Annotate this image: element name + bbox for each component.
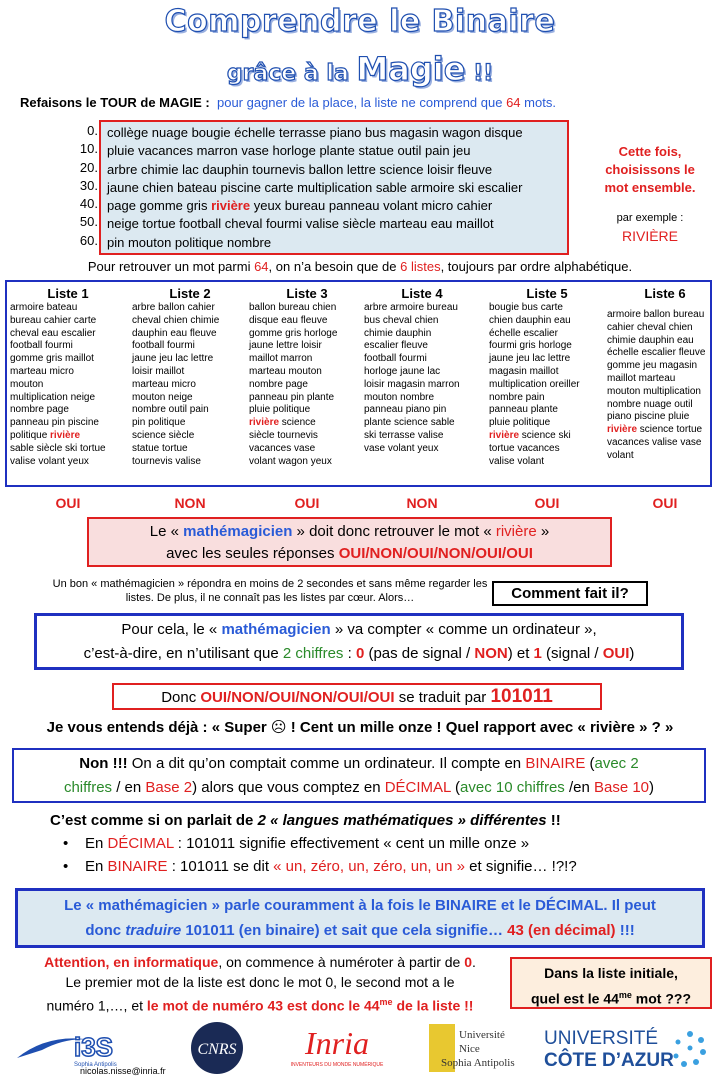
small-note: Un bon « mathémagicien » répondra en moins de 2 secondes et sans même regarder les listes. De plus, il ne connaît pas les listes par cœur. Alors… — [52, 578, 488, 604]
list-item: science siècle — [132, 429, 195, 441]
word-row — [107, 197, 561, 215]
att-line1 — [15, 952, 505, 972]
word-row-text: page gomme gris — [107, 198, 212, 214]
row-number: 0. — [87, 123, 98, 138]
page-subtitle — [0, 50, 720, 88]
list-item: piano piscine pluie — [607, 411, 690, 423]
box1-a: Le « — [149, 523, 184, 540]
box6-line2 — [512, 984, 710, 1010]
list-item: football fourmi — [132, 340, 195, 352]
list-item: football fourmi — [364, 353, 427, 365]
list-item-text: science tortue — [637, 424, 703, 436]
list-item: statue tortue — [132, 442, 188, 454]
list-2 — [132, 286, 248, 468]
langues-line — [50, 812, 561, 829]
list-item: gomme gris maillot — [10, 353, 94, 365]
donc-box — [112, 683, 602, 710]
cnrs-logo-text: CNRS — [197, 1041, 237, 1058]
box5-b: donc — [85, 922, 126, 939]
box6-b: quel est le 44 — [530, 990, 619, 1007]
list-item: chimie dauphin eau — [607, 334, 694, 346]
retro-a: Pour retrouver un mot parmi — [87, 259, 255, 274]
list-item: arbre ballon cahier — [132, 302, 215, 313]
inria-logo-text: Inria — [305, 1025, 369, 1061]
cnrs-logo — [187, 1020, 247, 1072]
word-row-text: pin mouton politique nombre — [107, 234, 272, 250]
box4-c: ( — [585, 755, 595, 772]
inria-logo-sub: INVENTEURS DU MONDE NUMÉRIQUE — [290, 1062, 384, 1068]
box4-non: Non !!! — [79, 755, 128, 772]
row-numbers — [62, 122, 98, 250]
list-item: mouton nombre — [364, 391, 435, 403]
list-title: Liste 6 — [644, 286, 686, 301]
intro-line — [20, 95, 556, 110]
box5-line2 — [18, 918, 702, 943]
list-item: valise volant — [489, 455, 545, 467]
box4-line1 — [14, 752, 704, 776]
bullet2-c: « un, zéro, un, zéro, un, un » — [273, 858, 465, 875]
att-line3 — [15, 992, 505, 1016]
list-5 — [489, 286, 605, 468]
box6-sup: me — [618, 990, 632, 1000]
list-6 — [607, 286, 720, 463]
box6-c: mot ??? — [631, 990, 692, 1007]
box3-number: 101011 — [490, 686, 553, 707]
bullet-decimal — [85, 835, 529, 852]
list-item: dauphin eau fleuve — [132, 327, 217, 339]
entends-line: Je vous entends déjà : « Super ☹ ! Cent un mille onze ! Quel rapport avec « rivière » ? » — [46, 719, 674, 736]
list-item — [249, 417, 365, 430]
word-row-text: arbre chimie lac dauphin tournevis ballon lettre science loisir fleuve — [107, 161, 493, 177]
list-item — [607, 424, 720, 437]
list-item: mouton — [10, 378, 44, 390]
i3s-logo — [12, 1020, 167, 1072]
att-g-sup: me — [379, 997, 393, 1007]
att-g: le mot de numéro 43 est donc le 44 — [146, 997, 380, 1014]
box1-line2 — [89, 543, 610, 565]
box1-d: avec les seules réponses — [166, 545, 339, 562]
att-c: 0 — [464, 954, 473, 970]
list-item: escalier fleuve — [364, 340, 428, 352]
compter-ordinateur-box — [34, 613, 684, 670]
list-item: chien dauphin eau — [489, 314, 571, 326]
subtitle-magie: Magie — [356, 50, 466, 88]
list-item: pin politique — [132, 417, 186, 429]
unice-logo-line3: Sophia Antipolis — [441, 1057, 515, 1069]
i3s-logo-sub: Sophia Antipolis — [74, 1062, 117, 1068]
langues-c: !! — [546, 812, 561, 829]
box2-g: ) et — [507, 645, 534, 662]
box4-decimal: DÉCIMAL — [384, 779, 451, 796]
box4-b: On a dit qu’on comptait comme un ordinateur. Il compte en — [127, 755, 526, 772]
row-number: 60. — [79, 232, 98, 248]
list-item: multiplication oreiller — [489, 378, 580, 390]
list-item: vase volant yeux — [364, 442, 439, 454]
box2-a: Pour cela, le « — [121, 621, 222, 638]
list-item: panneau pin plante — [249, 391, 335, 403]
box2-c: c’est-à-dire, en n’utilisant que — [83, 645, 283, 662]
list-item: marteau micro — [132, 378, 196, 390]
list-item: bureau cahier carte — [10, 314, 97, 326]
word-row — [107, 161, 561, 179]
box2-oui: OUI — [602, 645, 630, 662]
list-item: échelle escalier — [489, 327, 558, 339]
attention-text — [15, 952, 505, 1016]
list-item: panneau pin piscine — [10, 417, 99, 429]
side-line-2: choisissons le — [605, 162, 695, 177]
highlighted-word: rivière — [50, 429, 81, 441]
row-number: 50. — [79, 214, 98, 230]
box4-base10: Base 10 — [593, 779, 650, 796]
question-box — [510, 957, 712, 1009]
word-row — [107, 215, 561, 233]
list-item-text: science ski — [519, 429, 571, 441]
box6-line1: Dans la liste initiale, — [544, 965, 678, 981]
box4-base2: Base 2 — [145, 779, 193, 796]
list-item: cahier cheval chien — [607, 321, 693, 333]
list-item: gomme gris horloge — [249, 327, 338, 339]
box2-h: (signal / — [541, 645, 603, 662]
side-line-1: Cette fois, — [618, 144, 682, 159]
word-row-text: jaune chien bateau piscine carte multiplication sable armoire ski escalier — [107, 179, 523, 195]
list-item: cheval eau escalier — [10, 327, 96, 339]
box1-line1 — [89, 521, 610, 543]
subtitle-part-a: grâce à la — [226, 61, 357, 86]
list-item: jaune jeu lac lettre — [489, 353, 571, 365]
list-answer: OUI — [534, 495, 560, 511]
side-line-3: mot ensemble. — [604, 180, 696, 195]
box2-line1 — [37, 618, 681, 642]
box1-c: » — [536, 523, 550, 540]
list-4 — [364, 286, 480, 456]
list-item: armoire ballon bureau — [607, 309, 705, 320]
unice-logo-line2: Nice — [459, 1043, 480, 1055]
retro-n2: 6 listes — [400, 259, 441, 274]
list-item: bus cheval chien — [364, 314, 439, 326]
att-line2: Le premier mot de la liste est donc le mot 0, le second mot a le — [65, 974, 455, 990]
word-row-text: neige tortue football cheval fourmi valise siècle marteau eau maillot — [107, 216, 494, 232]
att-a: Attention, en informatique — [44, 954, 219, 970]
box4-d: avec 2 — [594, 755, 639, 772]
box4-e: chiffres — [63, 779, 113, 796]
word-row — [107, 234, 561, 252]
box4-f: / en — [112, 779, 146, 796]
list-item: vacances valise vase — [607, 436, 702, 448]
list-answer: NON — [174, 495, 206, 511]
side-example-label: par exemple : — [616, 212, 684, 224]
list-item: ski terrasse valise — [364, 429, 444, 441]
list-item: maillot marteau — [607, 372, 676, 384]
list-item: nombre pain — [489, 391, 545, 403]
mathemagicien-box — [87, 517, 612, 567]
uca-logo-line1: UNIVERSITÉ — [544, 1028, 659, 1049]
list-item: bougie bus carte — [489, 302, 563, 313]
box4-binaire: BINAIRE — [525, 755, 586, 772]
list-item: gomme jeu magasin — [607, 360, 698, 372]
list-item: panneau piano pin — [364, 404, 447, 416]
highlighted-word: rivière — [489, 429, 520, 441]
bullet2-b: : 101011 se dit — [167, 858, 274, 875]
list-item: marteau mouton — [249, 365, 322, 377]
list-1 — [10, 286, 126, 468]
list-item: mouton neige — [132, 391, 193, 403]
word-row — [107, 142, 561, 160]
word-row — [107, 179, 561, 197]
retro-c: , toujours par ordre alphabétique. — [440, 259, 633, 274]
box2-zero: 0 — [355, 645, 365, 662]
list-title: Liste 5 — [526, 286, 568, 301]
unice-logo-line1: Université — [459, 1029, 505, 1041]
list-item — [10, 430, 126, 443]
list-answer: OUI — [55, 495, 81, 511]
box2-mathemagicien: mathémagicien — [221, 621, 331, 638]
bullet-binaire — [85, 858, 577, 875]
list-item: vacances vase — [249, 442, 316, 454]
box4-line2 — [14, 776, 704, 800]
bullet2-binaire: BINAIRE — [107, 858, 168, 875]
list-item: panneau plante — [489, 404, 558, 416]
box5-43: 43 (en décimal) — [507, 922, 616, 939]
list-item: pluie politique — [249, 404, 311, 416]
box1-answers: OUI/NON/OUI/NON/OUI/OUI — [338, 545, 533, 562]
word-row-text: collège nuage bougie échelle terrasse piano bus magasin wagon disque — [107, 125, 523, 140]
list-3 — [249, 286, 365, 468]
box2-2chiffres: 2 chiffres — [282, 645, 344, 662]
list-item: horloge jaune lac — [364, 365, 441, 377]
list-item: nombre nuage outil — [607, 398, 693, 410]
box5-d: 101011 (en binaire) et sait que cela signifie… — [181, 922, 508, 939]
langues-a: C’est comme si on parlait de — [50, 812, 258, 829]
list-item-text: science — [279, 417, 316, 429]
att-b: , on commence à numéroter à partir de — [218, 954, 465, 970]
intro-label: Refaisons le TOUR de MAGIE : — [20, 95, 210, 110]
box2-line2 — [37, 642, 681, 666]
list-item: loisir maillot — [132, 365, 185, 377]
box2-e: : — [343, 645, 356, 662]
list-item: loisir magasin marron — [364, 378, 460, 390]
word-row-text: yeux bureau panneau volant micro cahier — [250, 198, 493, 214]
list-item: valise volant yeux — [10, 455, 89, 467]
list-item: arbre armoire bureau — [364, 302, 458, 313]
att-d: . — [472, 954, 476, 970]
page-title: Comprendre le Binaire — [164, 4, 556, 39]
list-item: nombre page — [249, 378, 308, 390]
att-f: numéro 1,…, et — [46, 997, 147, 1014]
list-item: disque eau fleuve — [249, 314, 328, 326]
list-item: mouton multiplication — [607, 385, 701, 397]
main-word-list — [99, 120, 569, 255]
binaire-box — [12, 748, 706, 803]
box4-m: ) — [649, 779, 655, 796]
list-answer: NON — [406, 495, 438, 511]
box2-one: 1 — [533, 645, 542, 662]
box5-line1: Le « mathémagicien » parle couramment à la fois le BINAIRE et le DÉCIMAL. Il peut — [64, 897, 656, 914]
box5-f: !!! — [615, 922, 635, 939]
list-item: multiplication neige — [10, 391, 96, 403]
side-instruction — [590, 143, 710, 197]
list-item: armoire bateau — [10, 302, 78, 313]
list-item: maillot marron — [249, 353, 313, 365]
list-title: Liste 4 — [401, 286, 443, 301]
list-item: chimie dauphin — [364, 327, 432, 339]
bullet1-decimal: DÉCIMAL — [107, 835, 174, 852]
box2-non: NON — [474, 645, 508, 662]
list-item: jaune lettre loisir — [249, 340, 322, 352]
box1-word: rivière — [495, 523, 537, 540]
list-item: volant — [607, 449, 634, 461]
uca-logo-line2: CÔTE D’AZUR — [544, 1050, 674, 1071]
list-item: fourmi gris horloge — [489, 340, 572, 352]
bullet2-d: et signifie… !?!? — [464, 858, 577, 875]
list-item: sable siècle ski tortue — [10, 442, 106, 454]
subtitle-part-c: !! — [465, 61, 494, 86]
box3-b: se traduit par — [394, 689, 491, 706]
box2-i: ) — [629, 645, 635, 662]
row-number: 40. — [79, 196, 98, 212]
unice-logo — [427, 1020, 517, 1072]
box2-b: » va compter « comme un ordinateur », — [330, 621, 597, 638]
list-item: volant wagon yeux — [249, 455, 332, 467]
box4-j: avec 10 chiffres — [460, 779, 565, 796]
list-item: jaune jeu lac lettre — [132, 353, 214, 365]
list-answer: OUI — [652, 495, 678, 511]
uca-logo — [540, 1020, 715, 1072]
box4-i: ( — [450, 779, 461, 796]
box4-h: ) alors que vous comptez en — [192, 779, 385, 796]
list-title: Liste 2 — [169, 286, 211, 301]
side-example-word: RIVIÈRE — [621, 228, 678, 244]
box3-a: Donc — [161, 689, 201, 706]
highlighted-word: rivière — [607, 424, 638, 436]
retro-n1: 64 — [254, 259, 269, 274]
list-item: tortue vacances — [489, 442, 560, 454]
inria-logo — [272, 1020, 407, 1072]
box5-traduire: traduire — [125, 922, 182, 939]
comment-fait-il-box: Comment fait il? — [492, 581, 648, 606]
intro-rest-a: pour gagner de la place, la liste ne comprend que — [216, 95, 507, 110]
box3-seq: OUI/NON/OUI/NON/OUI/OUI — [200, 689, 395, 706]
list-item: échelle escalier fleuve — [607, 347, 706, 359]
list-item: tournevis valise — [132, 455, 201, 467]
langues-b: 2 « langues mathématiques » différentes — [257, 812, 547, 829]
intro-rest-b: mots. — [520, 95, 556, 110]
list-item: nombre outil pain — [132, 404, 209, 416]
list-answer: OUI — [294, 495, 320, 511]
list-item: nombre page — [10, 404, 69, 416]
list-item-text: politique — [10, 429, 51, 441]
retrouver-line — [0, 259, 720, 274]
highlighted-word: rivière — [249, 417, 280, 429]
intro-count: 64 — [506, 95, 521, 110]
list-item: cheval chien chimie — [132, 314, 220, 326]
row-number: 20. — [79, 159, 98, 175]
box1-b: » doit donc retrouver le mot « — [292, 523, 496, 540]
row-number: 10. — [79, 141, 98, 157]
highlighted-word: rivière — [211, 198, 251, 214]
word-row-text: pluie vacances marron vase horloge plante statue outil pain jeu — [107, 143, 471, 159]
att-h: de la liste !! — [392, 997, 474, 1014]
list-title: Liste 1 — [47, 286, 89, 301]
bullet1-b: : 101011 signifie effectivement « cent un mille onze » — [173, 835, 530, 852]
row-number: 30. — [79, 177, 98, 193]
list-item — [489, 430, 605, 443]
retro-b: , on n’a besoin que de — [268, 259, 401, 274]
bullet2-a: En — [85, 858, 108, 875]
list-item: magasin maillot — [489, 365, 559, 377]
box1-mathemagicien: mathémagicien — [183, 523, 293, 540]
word-row — [107, 124, 561, 142]
list-item: ballon bureau chien — [249, 302, 337, 313]
list-item: marteau micro — [10, 365, 74, 377]
list-item: football fourmi — [10, 340, 73, 352]
list-item: siècle tournevis — [249, 429, 318, 441]
list-item: plante science sable — [364, 417, 455, 429]
traduire-box — [15, 888, 705, 948]
box4-k: /en — [564, 779, 594, 796]
list-item: pluie politique — [489, 417, 551, 429]
box2-f: (pas de signal / — [364, 645, 475, 662]
bullet1-a: En — [85, 835, 108, 852]
list-title: Liste 3 — [286, 286, 328, 301]
i3s-logo-text: i3S — [74, 1032, 114, 1062]
email: nicolas.nisse@inria.fr — [80, 1066, 166, 1076]
